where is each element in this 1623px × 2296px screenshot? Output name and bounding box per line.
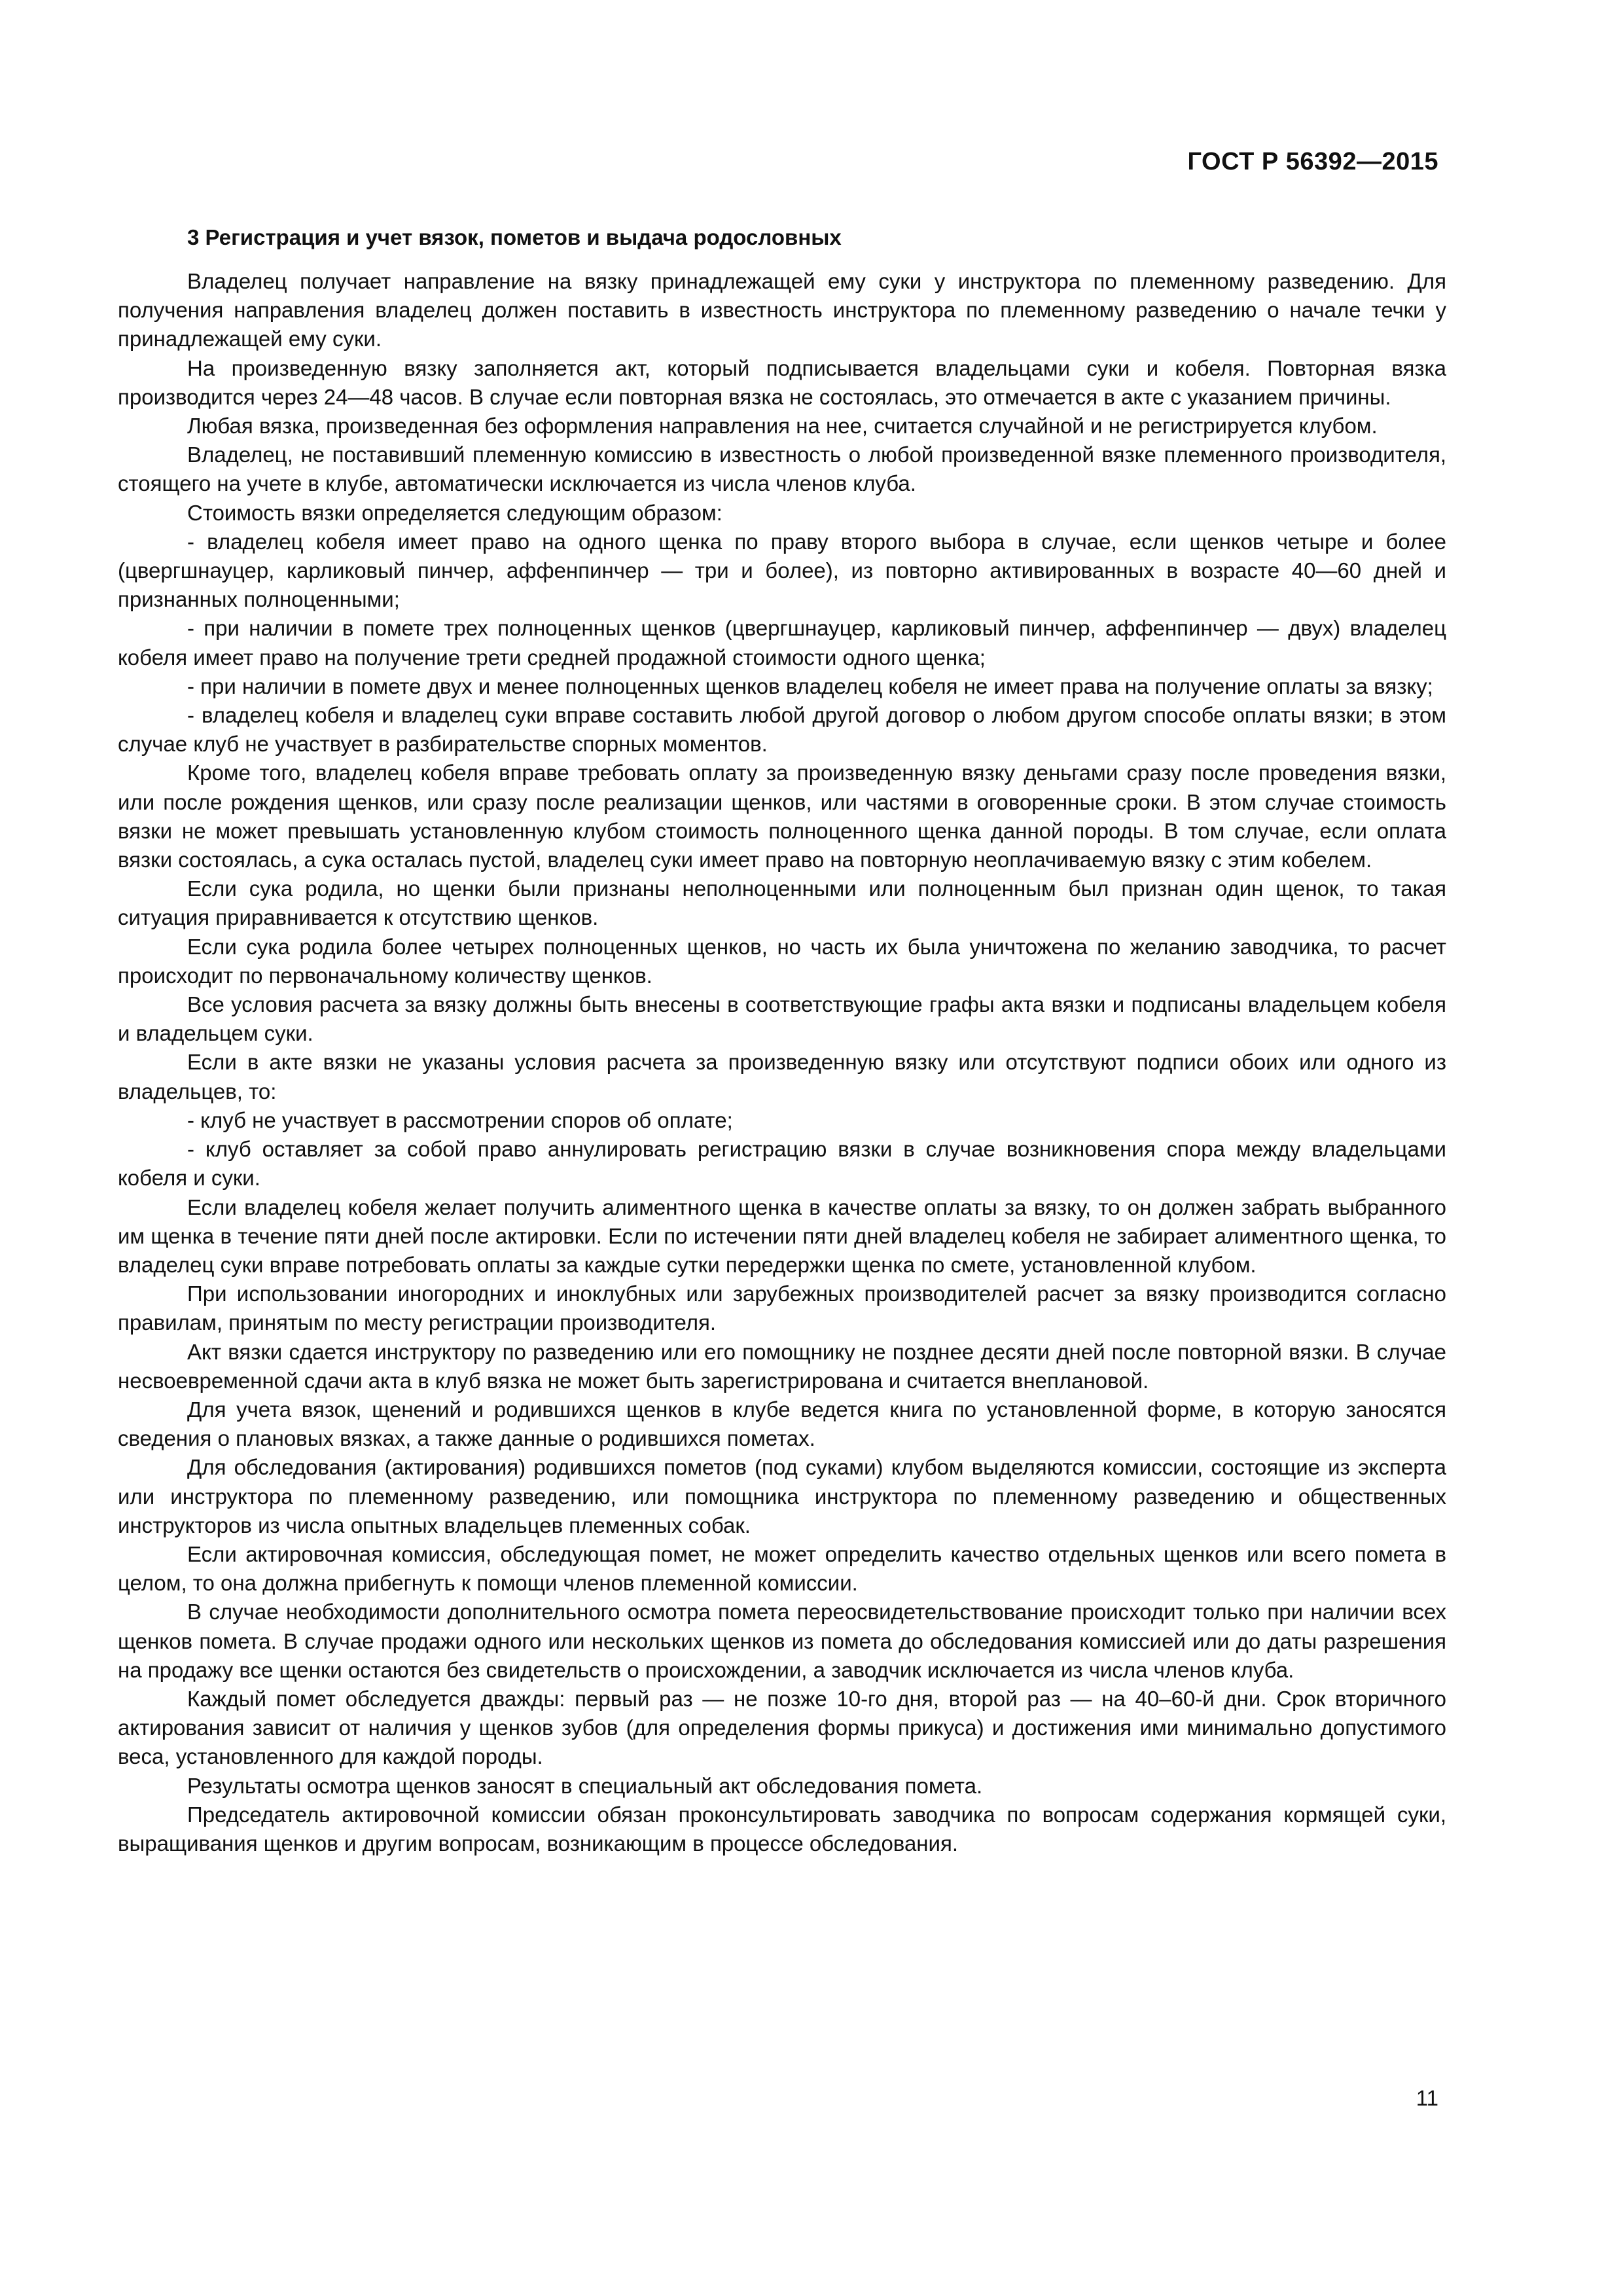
paragraph: Если сука родила, но щенки были признаны неполноценными или полноценным был признан один щенок, то такая ситуация приравнивается к отсутствию щенков.	[118, 876, 1446, 930]
paragraph: Если владелец кобеля желает получить алиментного щенка в качестве оплаты за вязку, то он должен забрать выбранного им щенка в течение пяти дней после актировки. Если по истечении пяти дней владелец кобеля не забирает алиментного щенка, то владелец суки вправе потребовать оплаты за каждые сутки передержки щенка по смете, установленной клубом.	[118, 1194, 1446, 1277]
paragraph: При использовании иногородних и иноклубных или зарубежных производителей расчет за вязку производится согласно правилам, принятым по месту регистрации производителя.	[118, 1282, 1446, 1335]
list-item: - при наличии в помете двух и менее полноценных щенков владелец кобеля не имеет права на получение оплаты за вязку;	[187, 673, 1433, 698]
paragraph: Председатель актировочной комиссии обязан проконсультировать заводчика по вопросам содержания кормящей суки, выращивания щенков и другим вопросам, возникающим в процессе обследования.	[118, 1802, 1446, 1856]
paragraph: Любая вязка, произведенная без оформления направления на нее, считается случайной и не регистрируется клубом.	[187, 414, 1378, 439]
paragraph: Владелец, не поставивший племенную комиссию в известность о любой произведенной вязке племенного производителя, стоящего на учете в клубе, автоматически исключается из числа членов клуба.	[118, 442, 1446, 496]
list-item: - клуб оставляет за собой право аннулировать регистрацию вязки в случае возникновения спора между владельцами кобеля и суки.	[118, 1137, 1446, 1191]
paragraph: Каждый помет обследуется дважды: первый раз — не позже 10-го дня, второй раз — на 40–60-й дни. Срок вторичного актирования зависит от наличия у щенков зубов (для определения формы прикуса) и достижения ими минимально допустимого веса, установленного для каждой породы.	[118, 1686, 1446, 1769]
list-item: - при наличии в помете трех полноценных щенков (цвергшнауцер, карликовый пинчер, аффенпинчер — двух) владелец кобеля имеет право на получение трети средней продажной стоимости одного щенка;	[118, 616, 1446, 670]
page-number: 11	[1416, 2086, 1438, 2110]
paragraph: На произведенную вязку заполняется акт, который подписывается владельцами суки и кобеля. Повторная вязка производится через 24—48 часов. В случае если повторная вязка не состоялась, это отмечается в акте с указанием причины.	[118, 355, 1446, 409]
paragraph: Если сука родила более четырех полноценных щенков, но часть их была уничтожена по желанию заводчика, то расчет происходит по первоначальному количеству щенков.	[118, 934, 1446, 988]
paragraph: Кроме того, владелец кобеля вправе требовать оплату за произведенную вязку деньгами сразу после проведения вязки, или после рождения щенков, или сразу после реализации щенков, или частями в оговоренные сроки. В этом случае стоимость вязки не может превышать установленную клубом стоимость полноценного щенка данной породы. В том случае, если оплата вязки состоялась, а сука осталась пустой, владелец суки имеет право на повторную неоплачиваемую вязку с этим кобелем.	[118, 761, 1446, 872]
paragraph: Владелец получает направление на вязку принадлежащей ему суки у инструктора по племенному разведению. Для получения направления владелец должен поставить в известность инструктора по племенному разведению о начале течки у принадлежащей ему суки.	[118, 269, 1446, 351]
paragraph: Для учета вязок, щенений и родившихся щенков в клубе ведется книга по установленной форме, в которую заносятся сведения о плановых вязках, а также данные о родившихся пометах.	[118, 1397, 1446, 1451]
document-code-header: ГОСТ Р 56392—2015	[1187, 148, 1438, 175]
section-body	[118, 223, 1446, 1858]
paragraph: В случае необходимости дополнительного осмотра помета переосвидетельствование происходит только при наличии всех щенков помета. В случае продажи одного или нескольких щенков из помета до обследования комиссией или до даты разрешения на продажу все щенки остаются без свидетельств о происхождении, а заводчик исключается из числа членов клуба.	[118, 1600, 1446, 1682]
section-heading: 3 Регистрация и учет вязок, пометов и выдача родословных	[187, 225, 842, 249]
paragraph: Если актировочная комиссия, обследующая помет, не может определить качество отдельных щенков или всего помета в целом, то она должна прибегнуть к помощи членов племенной комиссии.	[118, 1541, 1446, 1596]
list-item: - владелец кобеля имеет право на одного щенка по праву второго выбора в случае, если щенков четыре и более (цвергшнауцер, карликовый пинчер, аффенпинчер — три и более), из повторно активированных в возрасте 40—60 дней и признанных полноценными;	[118, 529, 1446, 612]
paragraph: Для обследования (актирования) родившихся пометов (под суками) клубом выделяются комиссии, состоящие из эксперта или инструктора по племенному разведению, или помощника инструктора по племенному разведению и общественных инструкторов из числа опытных владельцев племенных собак.	[118, 1455, 1446, 1537]
paragraph: Акт вязки сдается инструктору по разведению или его помощнику не позднее десяти дней после повторной вязки. В случае несвоевременной сдачи акта в клуб вязка не может быть зарегистрирована и считается внеплановой.	[118, 1339, 1446, 1393]
list-item: - владелец кобеля и владелец суки вправе составить любой другой договор о любом другом способе оплаты вязки; в этом случае клуб не участвует в разбирательстве спорных моментов.	[118, 703, 1446, 757]
list-item: - клуб не участвует в рассмотрении споров об оплате;	[187, 1107, 733, 1132]
paragraph: Результаты осмотра щенков заносят в специальный акт обследования помета.	[187, 1773, 983, 1798]
paragraph: Если в акте вязки не указаны условия расчета за произведенную вязку или отсутствуют подписи обоих или одного из владельцев, то:	[118, 1050, 1446, 1103]
paragraph: Стоимость вязки определяется следующим образом:	[187, 500, 722, 525]
paragraph: Все условия расчета за вязку должны быть внесены в соответствующие графы акта вязки и подписаны владельцем кобеля и владельцем суки.	[118, 992, 1446, 1046]
